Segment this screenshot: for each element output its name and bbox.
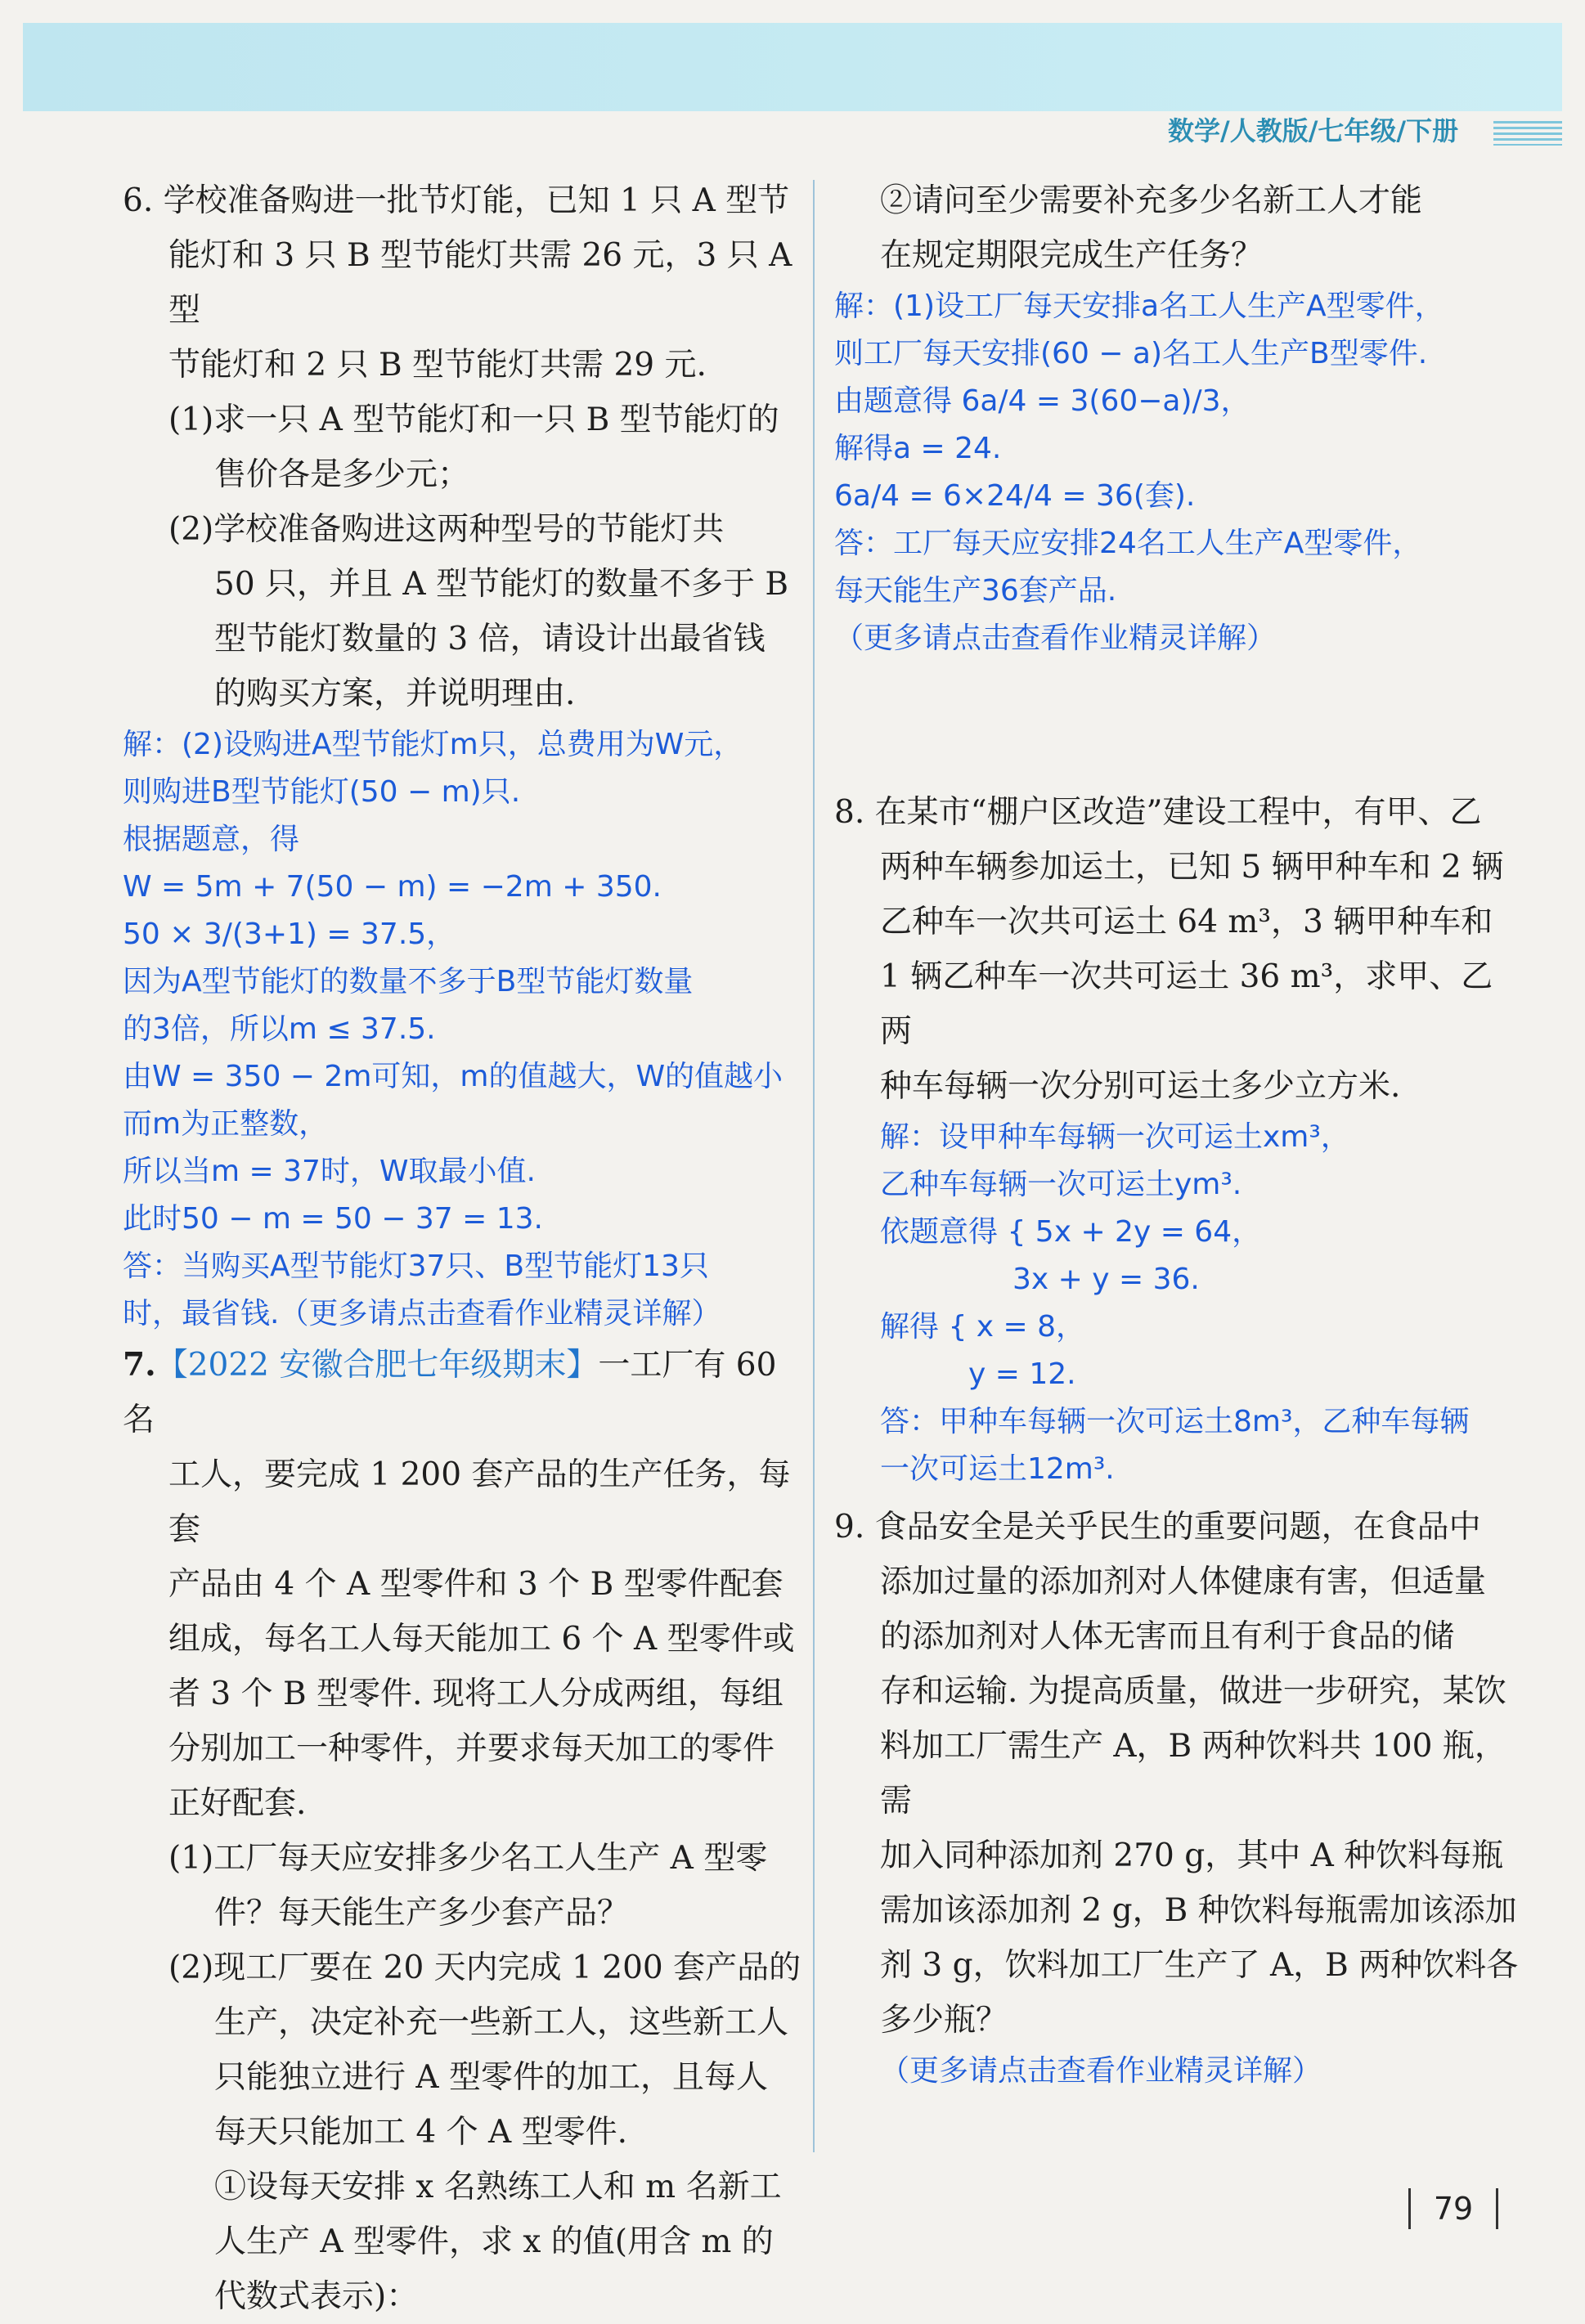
q7-answer-2: 则工厂每天安排(60 − a)名工人生产B型零件. xyxy=(834,337,1428,370)
q6-part2-a: (2)学校准备购进这两种型号的节能灯共 xyxy=(168,511,725,548)
q7-answer-7: 每天能生产36套产品. xyxy=(834,574,1117,608)
q7-part2-c: 只能独立进行 A 型零件的加工，且每人 xyxy=(214,2059,768,2096)
q8-answer-8: 一次可运土12m³. xyxy=(880,1452,1115,1486)
q6-part2-b: 50 只，并且 A 型节能灯的数量不多于 B xyxy=(214,566,789,603)
q9-line-8: 剂 3 g，饮料加工厂生产了 A，B 两种饮料各 xyxy=(880,1947,1519,1984)
q6-answer-8: 由W = 350 − 2m可知，m的值越大，W的值越小 xyxy=(123,1060,784,1093)
book-title: 数学/人教版/七年级/下册 xyxy=(1168,115,1459,146)
left-column xyxy=(123,173,806,2324)
q7-sub2-a: ②请问至少需要补充多少名新工人才能 xyxy=(880,182,1423,219)
q9-more-link[interactable]: （更多请点击查看作业精灵详解） xyxy=(880,2054,1322,2088)
q7-line-5: 者 3 个 B 型零件. 现将工人分成两组，每组 xyxy=(168,1676,784,1712)
q6-answer-2: 则购进B型节能灯(50 − m)只. xyxy=(123,775,521,809)
q7-part1-a: (1)工厂每天应安排多少名工人生产 A 型零 xyxy=(168,1840,768,1877)
q6-answer-1: 解：(2)设购进A型节能灯m只，总费用为W元， xyxy=(123,728,743,761)
q7-answer-5: 6a/4 = 6×24/4 = 36(套). xyxy=(834,479,1196,513)
q6-answer-9: 而m为正整数， xyxy=(123,1107,329,1141)
q7-answer-3: 由题意得 6a/4 = 3(60−a)/3， xyxy=(834,384,1250,418)
q6-answer-6: 因为A型节能灯的数量不多于B型节能灯数量 xyxy=(123,965,694,998)
q6-part2-c: 型节能灯数量的 3 倍，请设计出最省钱 xyxy=(214,621,766,657)
q9-line-7: 需加该添加剂 2 g，B 种饮料每瓶需加该添加 xyxy=(880,1892,1517,1929)
q6-answer-10: 所以当m = 37时，W取最小值. xyxy=(123,1155,536,1188)
q7-part2-d: 每天只能加工 4 个 A 型零件. xyxy=(214,2114,627,2151)
q6-line-3: 节能灯和 2 只 B 型节能灯共需 29 元. xyxy=(168,347,707,384)
q7-first-text: 一工厂有 60 名 xyxy=(123,1347,777,1438)
q6-answer-4: W = 5m + 7(50 − m) = −2m + 350. xyxy=(123,870,662,904)
q7-sub1-c: 代数式表示)： xyxy=(214,2278,419,2315)
q6-answer-11: 此时50 − m = 50 − 37 = 13. xyxy=(123,1202,543,1236)
q6-answer-13: 时，最省钱.（更多请点击查看作业精灵详解） xyxy=(123,1297,721,1330)
q7-sub1-a: ①设每天安排 x 名熟练工人和 m 名新工 xyxy=(214,2169,782,2205)
q6-part1-a: (1)求一只 A 型节能灯和一只 B 型节能灯的 xyxy=(168,402,779,438)
header-stripes xyxy=(1493,121,1562,146)
q8-answer-4: 3x + y = 36. xyxy=(1013,1263,1200,1296)
q7-answer-4: 解得a = 24. xyxy=(834,432,1002,465)
q7-sub1-b: 人生产 A 型零件，求 x 的值(用含 m 的 xyxy=(214,2223,774,2260)
q7-part2-b: 生产，决定补充一些新工人，这些新工人 xyxy=(214,2004,789,2041)
q6-line-2: 能灯和 3 只 B 型节能灯共需 26 元，3 只 A 型 xyxy=(168,237,792,329)
q8-line-3: 乙种车一次共可运土 64 m³，3 辆甲种车和 xyxy=(880,904,1493,940)
q9-line-5: 料加工厂需生产 A，B 两种饮料共 100 瓶，需 xyxy=(880,1728,1506,1819)
q6-line-1: 6. 学校准备购进一批节灯能，已知 1 只 A 型节 xyxy=(123,182,790,219)
q7-line-6: 分别加工一种零件，并要求每天加工的零件 xyxy=(168,1730,775,1767)
q9-line-4: 存和运输. 为提高质量，做进一步研究，某饮 xyxy=(880,1673,1506,1710)
q8-line-4: 1 辆乙种车一次共可运土 36 m³，求甲、乙两 xyxy=(880,958,1493,1050)
q7-line-2: 工人，要完成 1 200 套产品的生产任务，每套 xyxy=(168,1456,791,1548)
q8-answer-1: 解：设甲种车每辆一次可运土xm³， xyxy=(880,1120,1350,1154)
q7-first-line xyxy=(123,1338,806,1447)
q6-answer-5: 50 × 3/(3+1) = 37.5， xyxy=(123,917,456,951)
q8-line-1: 8. 在某市“棚户区改造”建设工程中，有甲、乙 xyxy=(834,794,1482,831)
q9-line-9: 多少瓶？ xyxy=(880,2002,1008,2039)
q7-source-tag: 【2022 安徽合肥七年级期末】 xyxy=(155,1347,599,1384)
q8-line-5: 种车每辆一次分别可运土多少立方米. xyxy=(880,1068,1401,1105)
q6-answer-7: 的3倍，所以m ≤ 37.5. xyxy=(123,1012,436,1046)
q6-part1-b: 售价各是多少元； xyxy=(214,456,470,493)
q9-line-2: 添加过量的添加剂对人体健康有害，但适量 xyxy=(880,1564,1487,1600)
q7-line-4: 组成，每名工人每天能加工 6 个 A 型零件或 xyxy=(168,1621,795,1658)
q8-line-2: 两种车辆参加运土，已知 5 辆甲种车和 2 辆 xyxy=(880,849,1504,886)
q7-line-7: 正好配套. xyxy=(168,1785,307,1822)
q9-line-6: 加入同种添加剂 270 g，其中 A 种饮料每瓶 xyxy=(880,1837,1504,1874)
q6-answer-3: 根据题意，得 xyxy=(123,823,300,856)
q7-answer-6: 答：工厂每天应安排24名工人生产A型零件， xyxy=(834,527,1422,560)
q9-line-3: 的添加剂对人体无害而且有利于食品的储 xyxy=(880,1618,1455,1655)
column-divider xyxy=(813,180,815,2152)
q7-part1-b: 件？每天能生产多少套产品？ xyxy=(214,1895,630,1931)
header-banner xyxy=(23,23,1562,111)
q7-line-3: 产品由 4 个 A 型零件和 3 个 B 型零件配套 xyxy=(168,1566,784,1603)
q6-part2-d: 的购买方案，并说明理由. xyxy=(214,675,576,712)
q8-answer-3: 依题意得 { 5x + 2y = 64， xyxy=(880,1215,1262,1249)
q8-answer-6: y = 12. xyxy=(968,1357,1076,1391)
q8-answer-7: 答：甲种车每辆一次可运土8m³，乙种车每辆 xyxy=(880,1405,1470,1438)
q7-more-link[interactable]: （更多请点击查看作业精灵详解） xyxy=(834,621,1277,655)
q7-number: 7. xyxy=(123,1346,156,1384)
right-column xyxy=(834,173,1521,2095)
q8-answer-5: 解得 { x = 8， xyxy=(880,1310,1086,1344)
page-number: 79 xyxy=(1408,2188,1498,2229)
q6-answer-12: 答：当购买A型节能灯37只、B型节能灯13只 xyxy=(123,1249,709,1283)
q8-answer-2: 乙种车每辆一次可运土ym³. xyxy=(880,1168,1242,1201)
q9-line-1: 9. 食品安全是关乎民生的重要问题，在食品中 xyxy=(834,1509,1481,1546)
q7-sub2-b: 在规定期限完成生产任务？ xyxy=(880,237,1264,274)
q7-part2-a: (2)现工厂要在 20 天内完成 1 200 套产品的 xyxy=(168,1949,801,1986)
q7-answer-1: 解：(1)设工厂每天安排a名工人生产A型零件， xyxy=(834,289,1444,323)
